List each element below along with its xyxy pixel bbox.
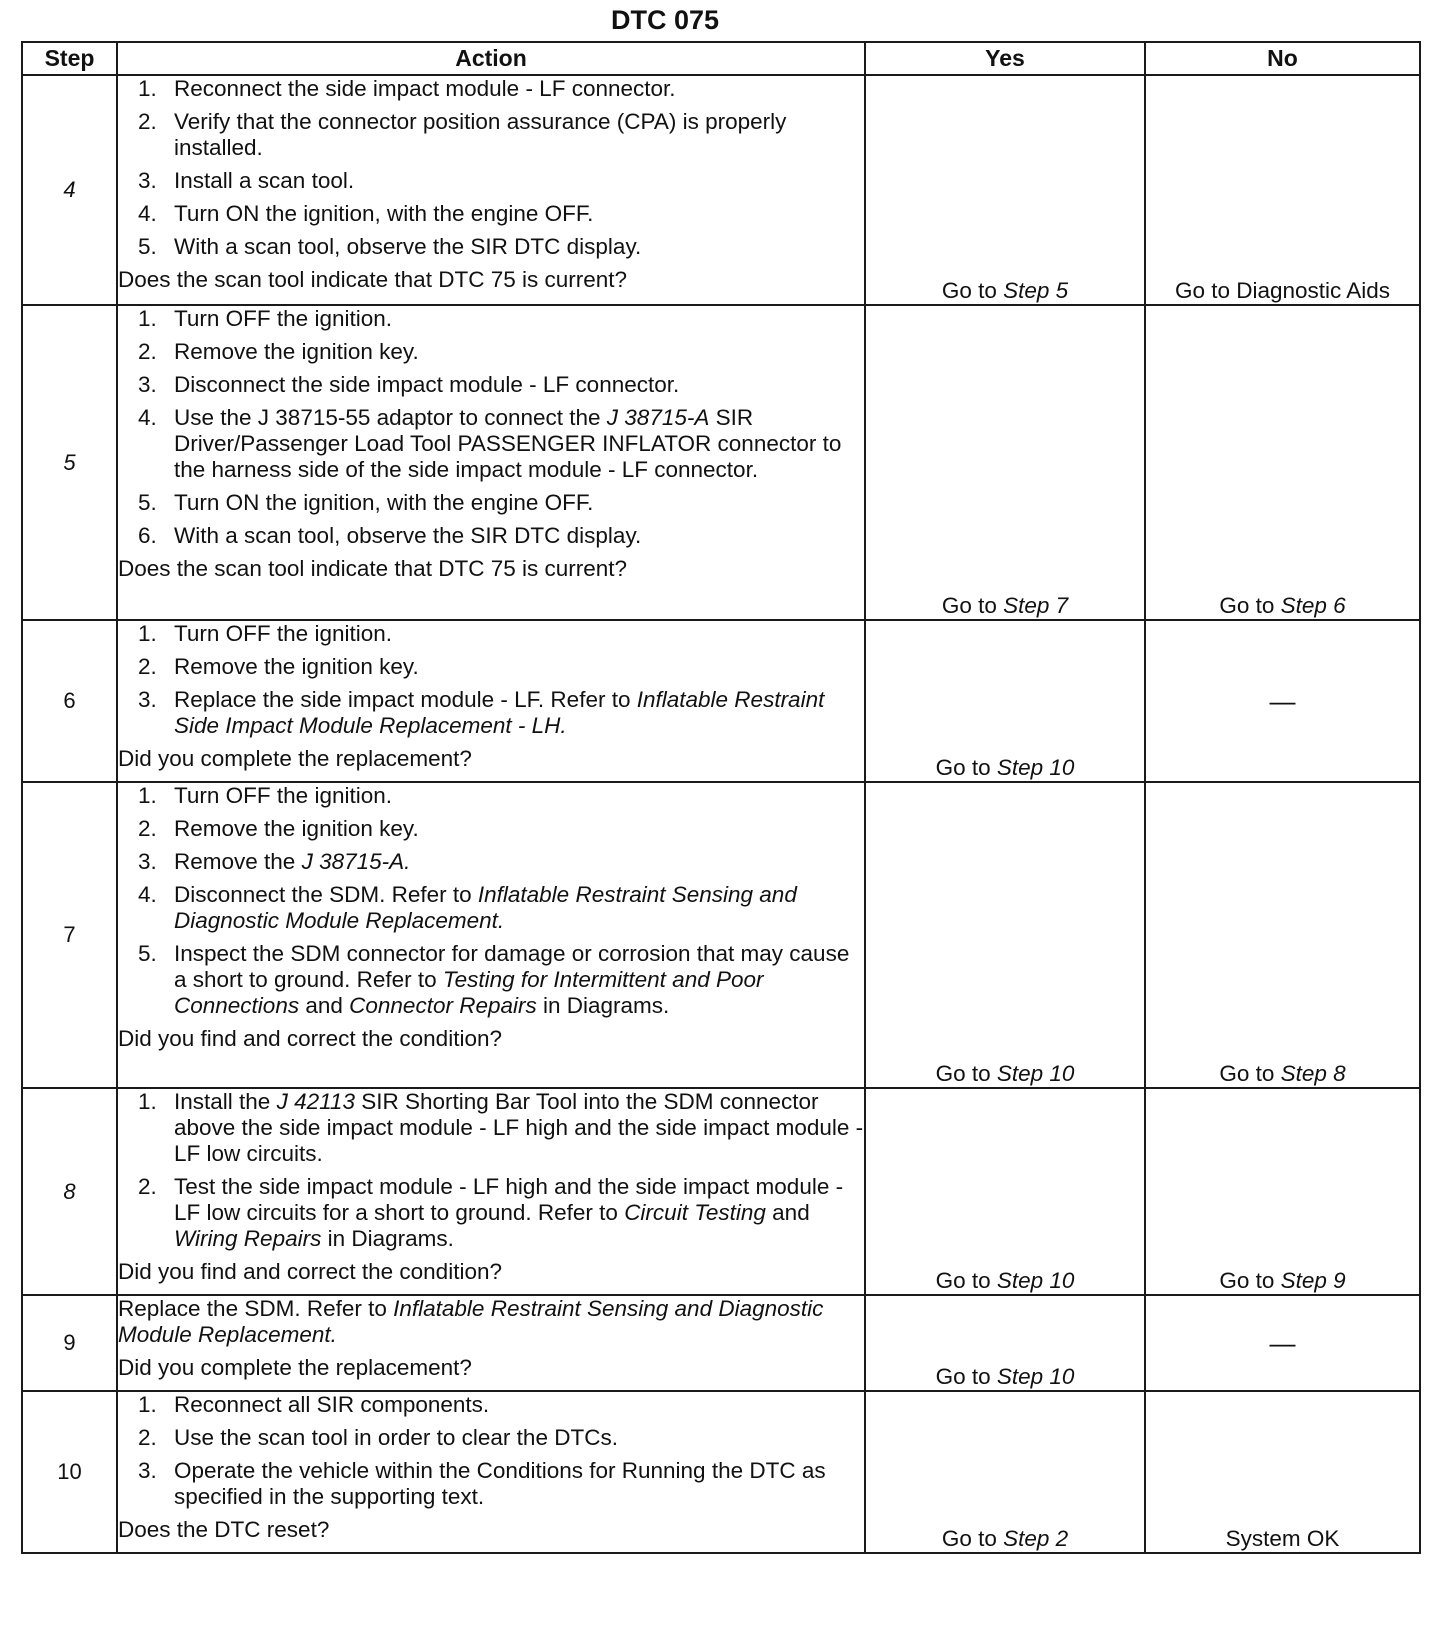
action-cell	[117, 620, 865, 782]
table-row	[22, 620, 1420, 782]
outcome-step-ref: Step 8	[1280, 1061, 1346, 1086]
outcome-prefix: Go to	[935, 1268, 997, 1293]
yes-outcome-cell	[865, 620, 1145, 782]
list-item	[118, 201, 864, 227]
no-outcome-cell	[1145, 75, 1420, 305]
outcome-prefix: Go to	[941, 593, 1004, 618]
table-row	[22, 75, 1420, 305]
question-text: Did you complete the replacement?	[118, 1355, 472, 1380]
instruction-text: and	[765, 1200, 810, 1225]
diagnostic-table	[21, 41, 1421, 1554]
outcome-prefix: Go to	[1219, 593, 1281, 618]
table-row	[22, 1391, 1420, 1553]
instruction-text: Remove the	[174, 849, 302, 874]
item-number: 5.	[138, 941, 157, 966]
item-number: 2.	[138, 339, 157, 364]
reference-text: Inflatable Restraint Side Impact Module Replacement - LH.	[174, 687, 825, 738]
outcome-step-ref: Step 2	[1003, 1526, 1069, 1551]
list-item	[118, 783, 864, 809]
instruction-text: Turn ON the ignition, with the engine OFF.	[174, 201, 594, 226]
list-item	[118, 1392, 864, 1418]
question-text: Did you complete the replacement?	[118, 746, 472, 771]
instruction-text: Install a scan tool.	[174, 168, 355, 193]
yes-outcome-cell	[865, 75, 1145, 305]
action-cell	[117, 1391, 865, 1553]
item-number: 1.	[138, 1089, 157, 1114]
list-item	[118, 1174, 864, 1252]
item-number: 1.	[138, 76, 157, 101]
question-text: Did you find and correct the condition?	[118, 1259, 502, 1284]
list-item	[118, 339, 864, 365]
table-row	[22, 305, 1420, 620]
instruction-text: Install the	[174, 1089, 277, 1114]
no-outcome-cell	[1145, 305, 1420, 620]
step-number: 4	[22, 75, 117, 305]
item-number: 3.	[138, 168, 157, 193]
instruction-text: Remove the ignition key.	[174, 654, 419, 679]
item-number: 2.	[138, 1425, 157, 1450]
outcome-prefix: Go to	[941, 278, 1004, 303]
item-number: 2.	[138, 816, 157, 841]
outcome-prefix: Go to	[935, 1061, 997, 1086]
action-cell	[117, 305, 865, 620]
item-number: 4.	[138, 882, 157, 907]
instruction-text: Replace the side impact module - LF. Refer to	[174, 687, 637, 712]
outcome-text: System OK	[1225, 1526, 1340, 1551]
list-item	[118, 109, 864, 161]
reference-text: Connector Repairs	[349, 993, 537, 1018]
instruction-text: Remove the ignition key.	[174, 816, 419, 841]
instruction-text: SIR Driver/Passenger Load Tool PASSENGER INFLATOR connector to the harness side of the side impact module - LF connector.	[174, 405, 842, 482]
reference-text: Circuit Testing	[624, 1200, 766, 1225]
instruction-text: in Diagrams.	[536, 993, 670, 1018]
instruction-text: Disconnect the side impact module - LF connector.	[174, 372, 680, 397]
outcome-step-ref: Step 10	[996, 1364, 1075, 1389]
instruction-text: Reconnect the side impact module - LF connector.	[174, 76, 676, 101]
action-cell	[117, 782, 865, 1088]
instruction-text: in Diagrams.	[321, 1226, 454, 1251]
instruction-text: Use the J 38715-55 adaptor to connect the	[174, 405, 607, 430]
instruction-text: Reconnect all SIR components.	[174, 1392, 490, 1417]
instruction-text: Verify that the connector position assurance (CPA) is properly installed.	[174, 109, 787, 160]
item-number: 1.	[138, 783, 157, 808]
item-number: 3.	[138, 687, 157, 712]
no-outcome-cell	[1145, 620, 1420, 782]
yes-outcome-cell	[865, 305, 1145, 620]
reference-text: Testing for Intermittent and Poor Connections	[174, 967, 764, 1018]
step-number: 5	[22, 305, 117, 620]
item-number: 2.	[138, 1174, 157, 1199]
item-number: 2.	[138, 109, 157, 134]
action-list	[118, 306, 864, 549]
outcome-prefix: Go to	[935, 1364, 997, 1389]
item-number: 6.	[138, 523, 157, 548]
step-number: 10	[22, 1391, 117, 1553]
list-item	[118, 882, 864, 934]
reference-text: Wiring Repairs	[174, 1226, 322, 1251]
action-list	[118, 76, 864, 260]
item-number: 3.	[138, 849, 157, 874]
outcome-text: —	[1269, 685, 1296, 716]
outcome-step-ref: Step 10	[996, 1061, 1075, 1086]
outcome-prefix: Go to	[935, 755, 997, 780]
instruction-text: and	[299, 993, 350, 1018]
instruction-text: Inspect the SDM connector for damage or corrosion that may cause a short to ground. Refer to	[174, 941, 850, 992]
question-text: Did you find and correct the condition?	[118, 1026, 502, 1051]
action-cell	[117, 1088, 865, 1295]
instruction-text: Turn OFF the ignition.	[174, 783, 393, 808]
item-number: 3.	[138, 1458, 157, 1483]
item-number: 4.	[138, 405, 157, 430]
outcome-step-ref: Step 9	[1280, 1268, 1346, 1293]
list-item	[118, 654, 864, 680]
no-outcome-cell	[1145, 1295, 1420, 1391]
question-text: Does the DTC reset?	[118, 1517, 330, 1542]
page-title: DTC 075	[610, 5, 720, 35]
table-row	[22, 782, 1420, 1088]
item-number: 1.	[138, 306, 157, 331]
item-number: 1.	[138, 1392, 157, 1417]
list-item	[118, 816, 864, 842]
outcome-step-ref: Step 6	[1280, 593, 1346, 618]
list-item	[118, 687, 864, 739]
list-item	[118, 372, 864, 398]
reference-text: J 42113	[276, 1089, 355, 1114]
outcome-step-ref: Step 5	[1003, 278, 1069, 303]
step-number: 9	[22, 1295, 117, 1391]
yes-outcome-cell	[865, 1295, 1145, 1391]
action-cell	[117, 75, 865, 305]
action-list	[118, 1089, 864, 1252]
list-item	[118, 405, 864, 483]
list-item	[118, 234, 864, 260]
header-yes: Yes	[865, 42, 1145, 75]
instruction-text: With a scan tool, observe the SIR DTC display.	[174, 523, 642, 548]
no-outcome-cell	[1145, 1391, 1420, 1553]
item-number: 2.	[138, 654, 157, 679]
reference-text: J 38715-A.	[301, 849, 411, 874]
header-no: No	[1145, 42, 1420, 75]
outcome-step-ref: Step 7	[1003, 593, 1069, 618]
instruction-text: Turn OFF the ignition.	[174, 621, 393, 646]
no-outcome-cell	[1145, 782, 1420, 1088]
item-number: 4.	[138, 201, 157, 226]
instruction-text: Remove the ignition key.	[174, 339, 419, 364]
header-row	[22, 42, 1420, 75]
outcome-prefix: Go to	[941, 1526, 1004, 1551]
table-body	[22, 75, 1420, 1553]
yes-outcome-cell	[865, 1088, 1145, 1295]
list-item	[118, 1425, 864, 1451]
reference-text: Inflatable Restraint Sensing and Diagnostic Module Replacement.	[118, 1296, 824, 1347]
outcome-prefix: Go to	[1219, 1268, 1281, 1293]
list-item	[118, 523, 864, 549]
step-number: 6	[22, 620, 117, 782]
list-item	[118, 849, 864, 875]
list-item	[118, 490, 864, 516]
step-number: 8	[22, 1088, 117, 1295]
item-number: 1.	[138, 621, 157, 646]
instruction-text: Disconnect the SDM. Refer to	[174, 882, 478, 907]
outcome-text: —	[1269, 1327, 1296, 1358]
yes-outcome-cell	[865, 1391, 1145, 1553]
outcome-step-ref: Step 10	[996, 1268, 1075, 1293]
item-number: 5.	[138, 490, 157, 515]
question-text: Does the scan tool indicate that DTC 75 is current?	[118, 267, 628, 292]
instruction-text: Turn OFF the ignition.	[174, 306, 393, 331]
list-item	[118, 168, 864, 194]
reference-text: J 38715-A	[606, 405, 710, 430]
instruction-text: Operate the vehicle within the Conditions for Running the DTC as specified in the supporting text.	[174, 1458, 826, 1509]
list-item	[118, 1458, 864, 1510]
table-row	[22, 1088, 1420, 1295]
action-text	[118, 1296, 864, 1348]
item-number: 3.	[138, 372, 157, 397]
instruction-text: Replace the SDM. Refer to	[118, 1296, 394, 1321]
action-list	[118, 783, 864, 1019]
list-item	[118, 306, 864, 332]
list-item	[118, 1089, 864, 1167]
step-number: 7	[22, 782, 117, 1088]
action-list	[118, 621, 864, 739]
instruction-text: SIR Shorting Bar Tool into the SDM connector above the side impact module - LF high and the side impact module - LF low circuits.	[174, 1089, 864, 1166]
list-item	[118, 76, 864, 102]
action-list	[118, 1392, 864, 1510]
header-step: Step	[22, 42, 117, 75]
list-item	[118, 941, 864, 1019]
action-cell	[117, 1295, 865, 1391]
outcome-step-ref: Step 10	[996, 755, 1075, 780]
outcome-text: Go to Diagnostic Aids	[1174, 278, 1391, 303]
instruction-text: Test the side impact module - LF high and the side impact module - LF low circuits for a short to ground. Refer to	[174, 1174, 844, 1225]
no-outcome-cell	[1145, 1088, 1420, 1295]
instruction-text: Turn ON the ignition, with the engine OFF.	[174, 490, 594, 515]
instruction-text: With a scan tool, observe the SIR DTC display.	[174, 234, 642, 259]
header-action: Action	[117, 42, 865, 75]
table-row	[22, 1295, 1420, 1391]
item-number: 5.	[138, 234, 157, 259]
instruction-text: Use the scan tool in order to clear the DTCs.	[174, 1425, 618, 1450]
outcome-prefix: Go to	[1219, 1061, 1281, 1086]
question-text: Does the scan tool indicate that DTC 75 is current?	[118, 556, 628, 581]
list-item	[118, 621, 864, 647]
yes-outcome-cell	[865, 782, 1145, 1088]
reference-text: Inflatable Restraint Sensing and Diagnostic Module Replacement.	[174, 882, 797, 933]
